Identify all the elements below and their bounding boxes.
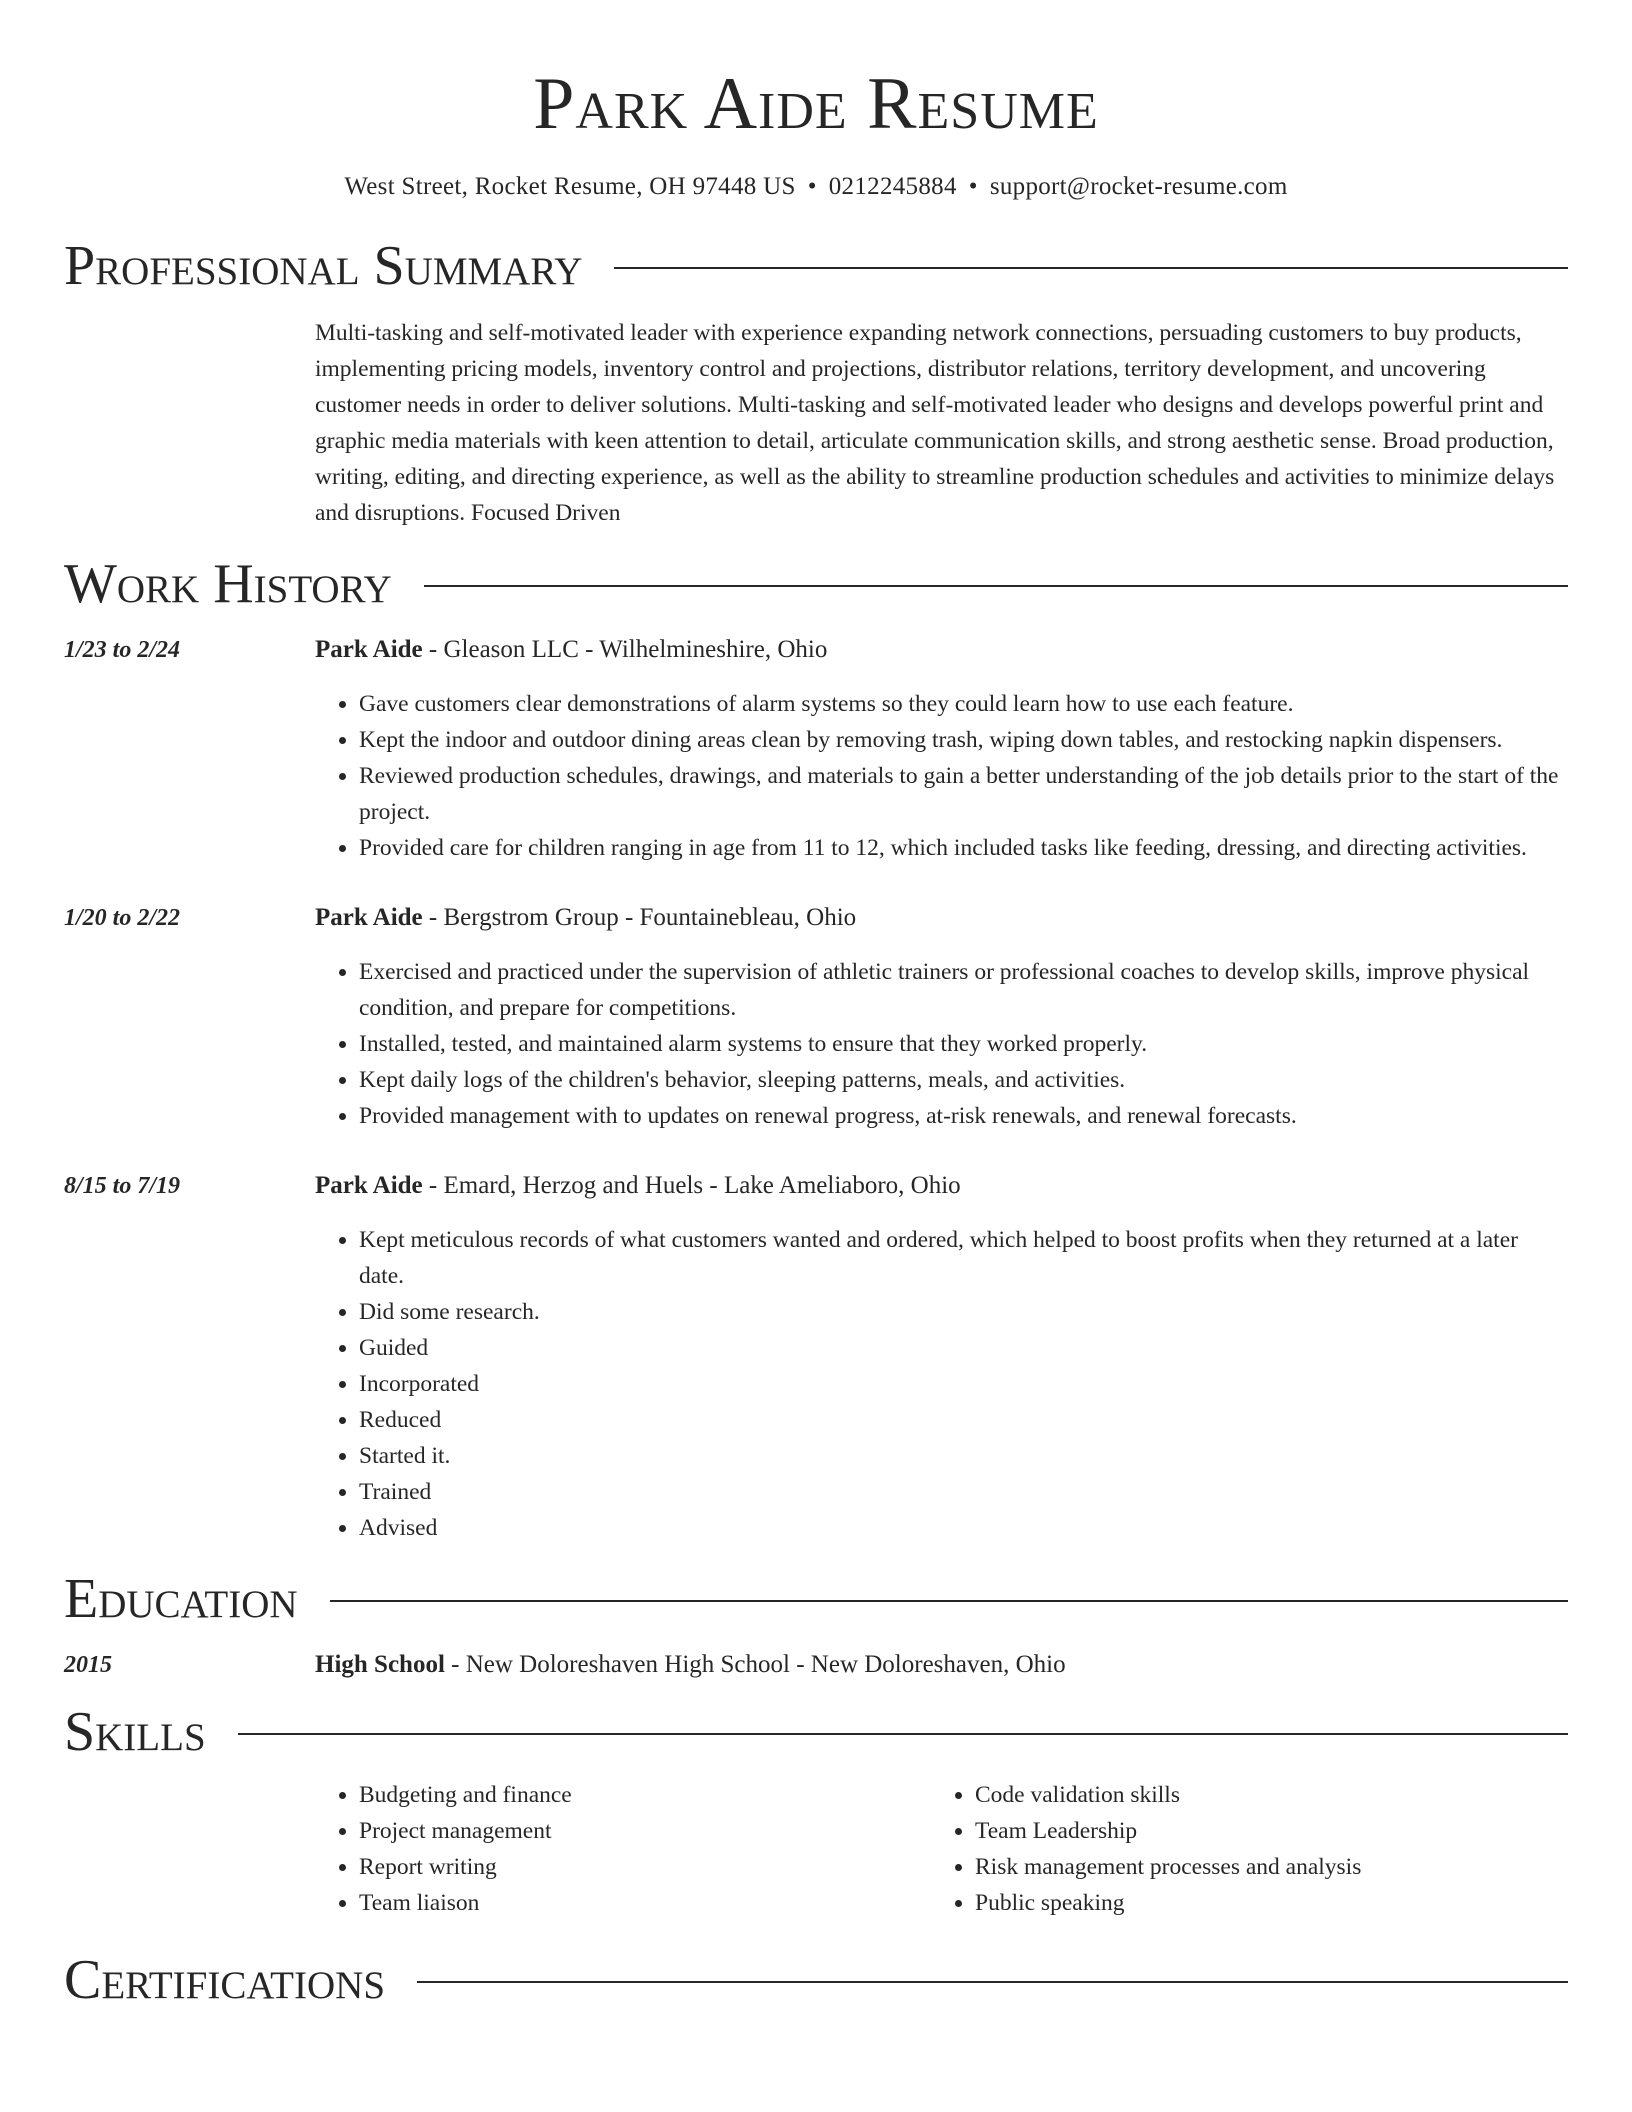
skills-section-title: Skills bbox=[64, 1701, 206, 1763]
skill-item: • Public speaking bbox=[975, 1885, 1361, 1921]
resume-page bbox=[64, 0, 1568, 2013]
job-dates: 1/23 to 2/24 bbox=[64, 637, 181, 663]
section-divider bbox=[417, 1981, 1568, 1983]
job-role: Park Aide bbox=[315, 1172, 423, 1199]
work-section-header bbox=[64, 551, 1568, 617]
list-item: • Reduced bbox=[359, 1402, 1568, 1438]
education-degree: High School bbox=[315, 1651, 445, 1678]
skill-item: • Report writing bbox=[359, 1849, 931, 1885]
job-dates: 8/15 to 7/19 bbox=[64, 1173, 181, 1199]
skill-item: • Risk management processes and analysis bbox=[975, 1849, 1361, 1885]
skill-item: • Team Leadership bbox=[975, 1813, 1361, 1849]
resume-name-heading: Park Aide Resume bbox=[533, 63, 1099, 145]
list-item: • Guided bbox=[359, 1330, 1568, 1366]
education-section-title: Education bbox=[64, 1568, 298, 1630]
list-item: • Reviewed production schedules, drawings, and materials to gain a better understanding of the job details prior to the start of the project. bbox=[359, 758, 1568, 830]
job-bullet-list bbox=[315, 686, 1568, 866]
list-item: • Did some research. bbox=[359, 1294, 1568, 1330]
job-role: Park Aide bbox=[315, 636, 423, 663]
job-bullet-list bbox=[315, 954, 1568, 1134]
section-divider bbox=[614, 267, 1568, 269]
job-entry bbox=[64, 632, 1568, 866]
education-headline bbox=[315, 1647, 1568, 1683]
section-divider bbox=[238, 1733, 1568, 1735]
job-details: - Gleason LLC - Wilhelmineshire, Ohio bbox=[422, 636, 828, 663]
contact-line bbox=[64, 171, 1568, 203]
skill-item: • Team liaison bbox=[359, 1885, 931, 1921]
list-item: • Started it. bbox=[359, 1438, 1568, 1474]
section-divider bbox=[424, 585, 1568, 587]
education-section-header bbox=[64, 1566, 1568, 1632]
work-section-title: Work History bbox=[64, 553, 392, 615]
summary-text: Multi-tasking and self-motivated leader with experience expanding network connections, persuading customers to buy products, implementing pricing models, inventory control and projections, distributor relations, territory development, and uncovering customer needs in order to deliver solutions. Multi-tasking and self-motivated leader who designs and develops powerful print and graphic media materials with keen attention to detail, articulate communication skills, and strong aesthetic sense. Broad production, writing, editing, and directing experience, as well as the ability to streamline production schedules and activities to minimize delays and disruptions. Focused Driven bbox=[315, 320, 1555, 526]
list-item: • Exercised and practiced under the supervision of athletic trainers or professional coaches to develop skills, improve physical condition, and prepare for competitions. bbox=[359, 954, 1568, 1026]
list-item: • Kept meticulous records of what customers wanted and ordered, which helped to boost profits when they returned at a later date. bbox=[359, 1222, 1568, 1294]
contact-email: support@rocket-resume.com bbox=[989, 173, 1288, 200]
job-details: - Emard, Herzog and Huels - Lake Ameliaboro, Ohio bbox=[422, 1172, 961, 1199]
skills-list-left bbox=[315, 1777, 931, 1921]
job-headline bbox=[315, 1168, 1568, 1204]
summary-section-header bbox=[64, 233, 1568, 299]
contact-address: West Street, Rocket Resume, OH 97448 US bbox=[344, 173, 796, 200]
contact-phone: 0212245884 bbox=[828, 173, 957, 200]
skills-section-header bbox=[64, 1699, 1568, 1765]
list-item: • Provided care for children ranging in age from 11 to 12, which included tasks like feeding, dressing, and directing activities. bbox=[359, 830, 1568, 866]
job-role: Park Aide bbox=[315, 904, 423, 931]
education-year: 2015 bbox=[64, 1652, 112, 1678]
job-headline bbox=[315, 900, 1568, 936]
certifications-section-header bbox=[64, 1947, 1568, 2013]
skill-item: • Budgeting and finance bbox=[359, 1777, 931, 1813]
education-details: - New Doloreshaven High School - New Doloreshaven, Ohio bbox=[444, 1651, 1066, 1678]
job-entry bbox=[64, 1168, 1568, 1546]
list-item: • Advised bbox=[359, 1510, 1568, 1546]
education-entry bbox=[64, 1647, 1568, 1683]
list-item: • Provided management with to updates on renewal progress, at-risk renewals, and renewal forecasts. bbox=[359, 1098, 1568, 1134]
section-divider bbox=[330, 1600, 1568, 1602]
job-dates: 1/20 to 2/22 bbox=[64, 905, 181, 931]
job-details: - Bergstrom Group - Fountainebleau, Ohio bbox=[422, 904, 857, 931]
list-item: • Incorporated bbox=[359, 1366, 1568, 1402]
job-entry bbox=[64, 900, 1568, 1134]
list-item: • Trained bbox=[359, 1474, 1568, 1510]
job-bullet-list bbox=[315, 1222, 1568, 1546]
summary-section-title: Professional Summary bbox=[64, 235, 583, 297]
list-item: • Gave customers clear demonstrations of alarm systems so they could learn how to use each feature. bbox=[359, 686, 1568, 722]
certifications-section-title: Certifications bbox=[64, 1949, 386, 2011]
list-item: • Kept the indoor and outdoor dining areas clean by removing trash, wiping down tables, and restocking napkin dispensers. bbox=[359, 722, 1568, 758]
skills-columns bbox=[315, 1777, 1568, 1921]
job-headline bbox=[315, 632, 1568, 668]
skill-item: • Code validation skills bbox=[975, 1777, 1361, 1813]
list-item: • Installed, tested, and maintained alarm systems to ensure that they worked properly. bbox=[359, 1026, 1568, 1062]
skills-list-right bbox=[931, 1777, 1361, 1921]
skill-item: • Project management bbox=[359, 1813, 931, 1849]
list-item: • Kept daily logs of the children's behavior, sleeping patterns, meals, and activities. bbox=[359, 1062, 1568, 1098]
contact-separator: • bbox=[807, 173, 817, 200]
contact-separator: • bbox=[968, 173, 978, 200]
